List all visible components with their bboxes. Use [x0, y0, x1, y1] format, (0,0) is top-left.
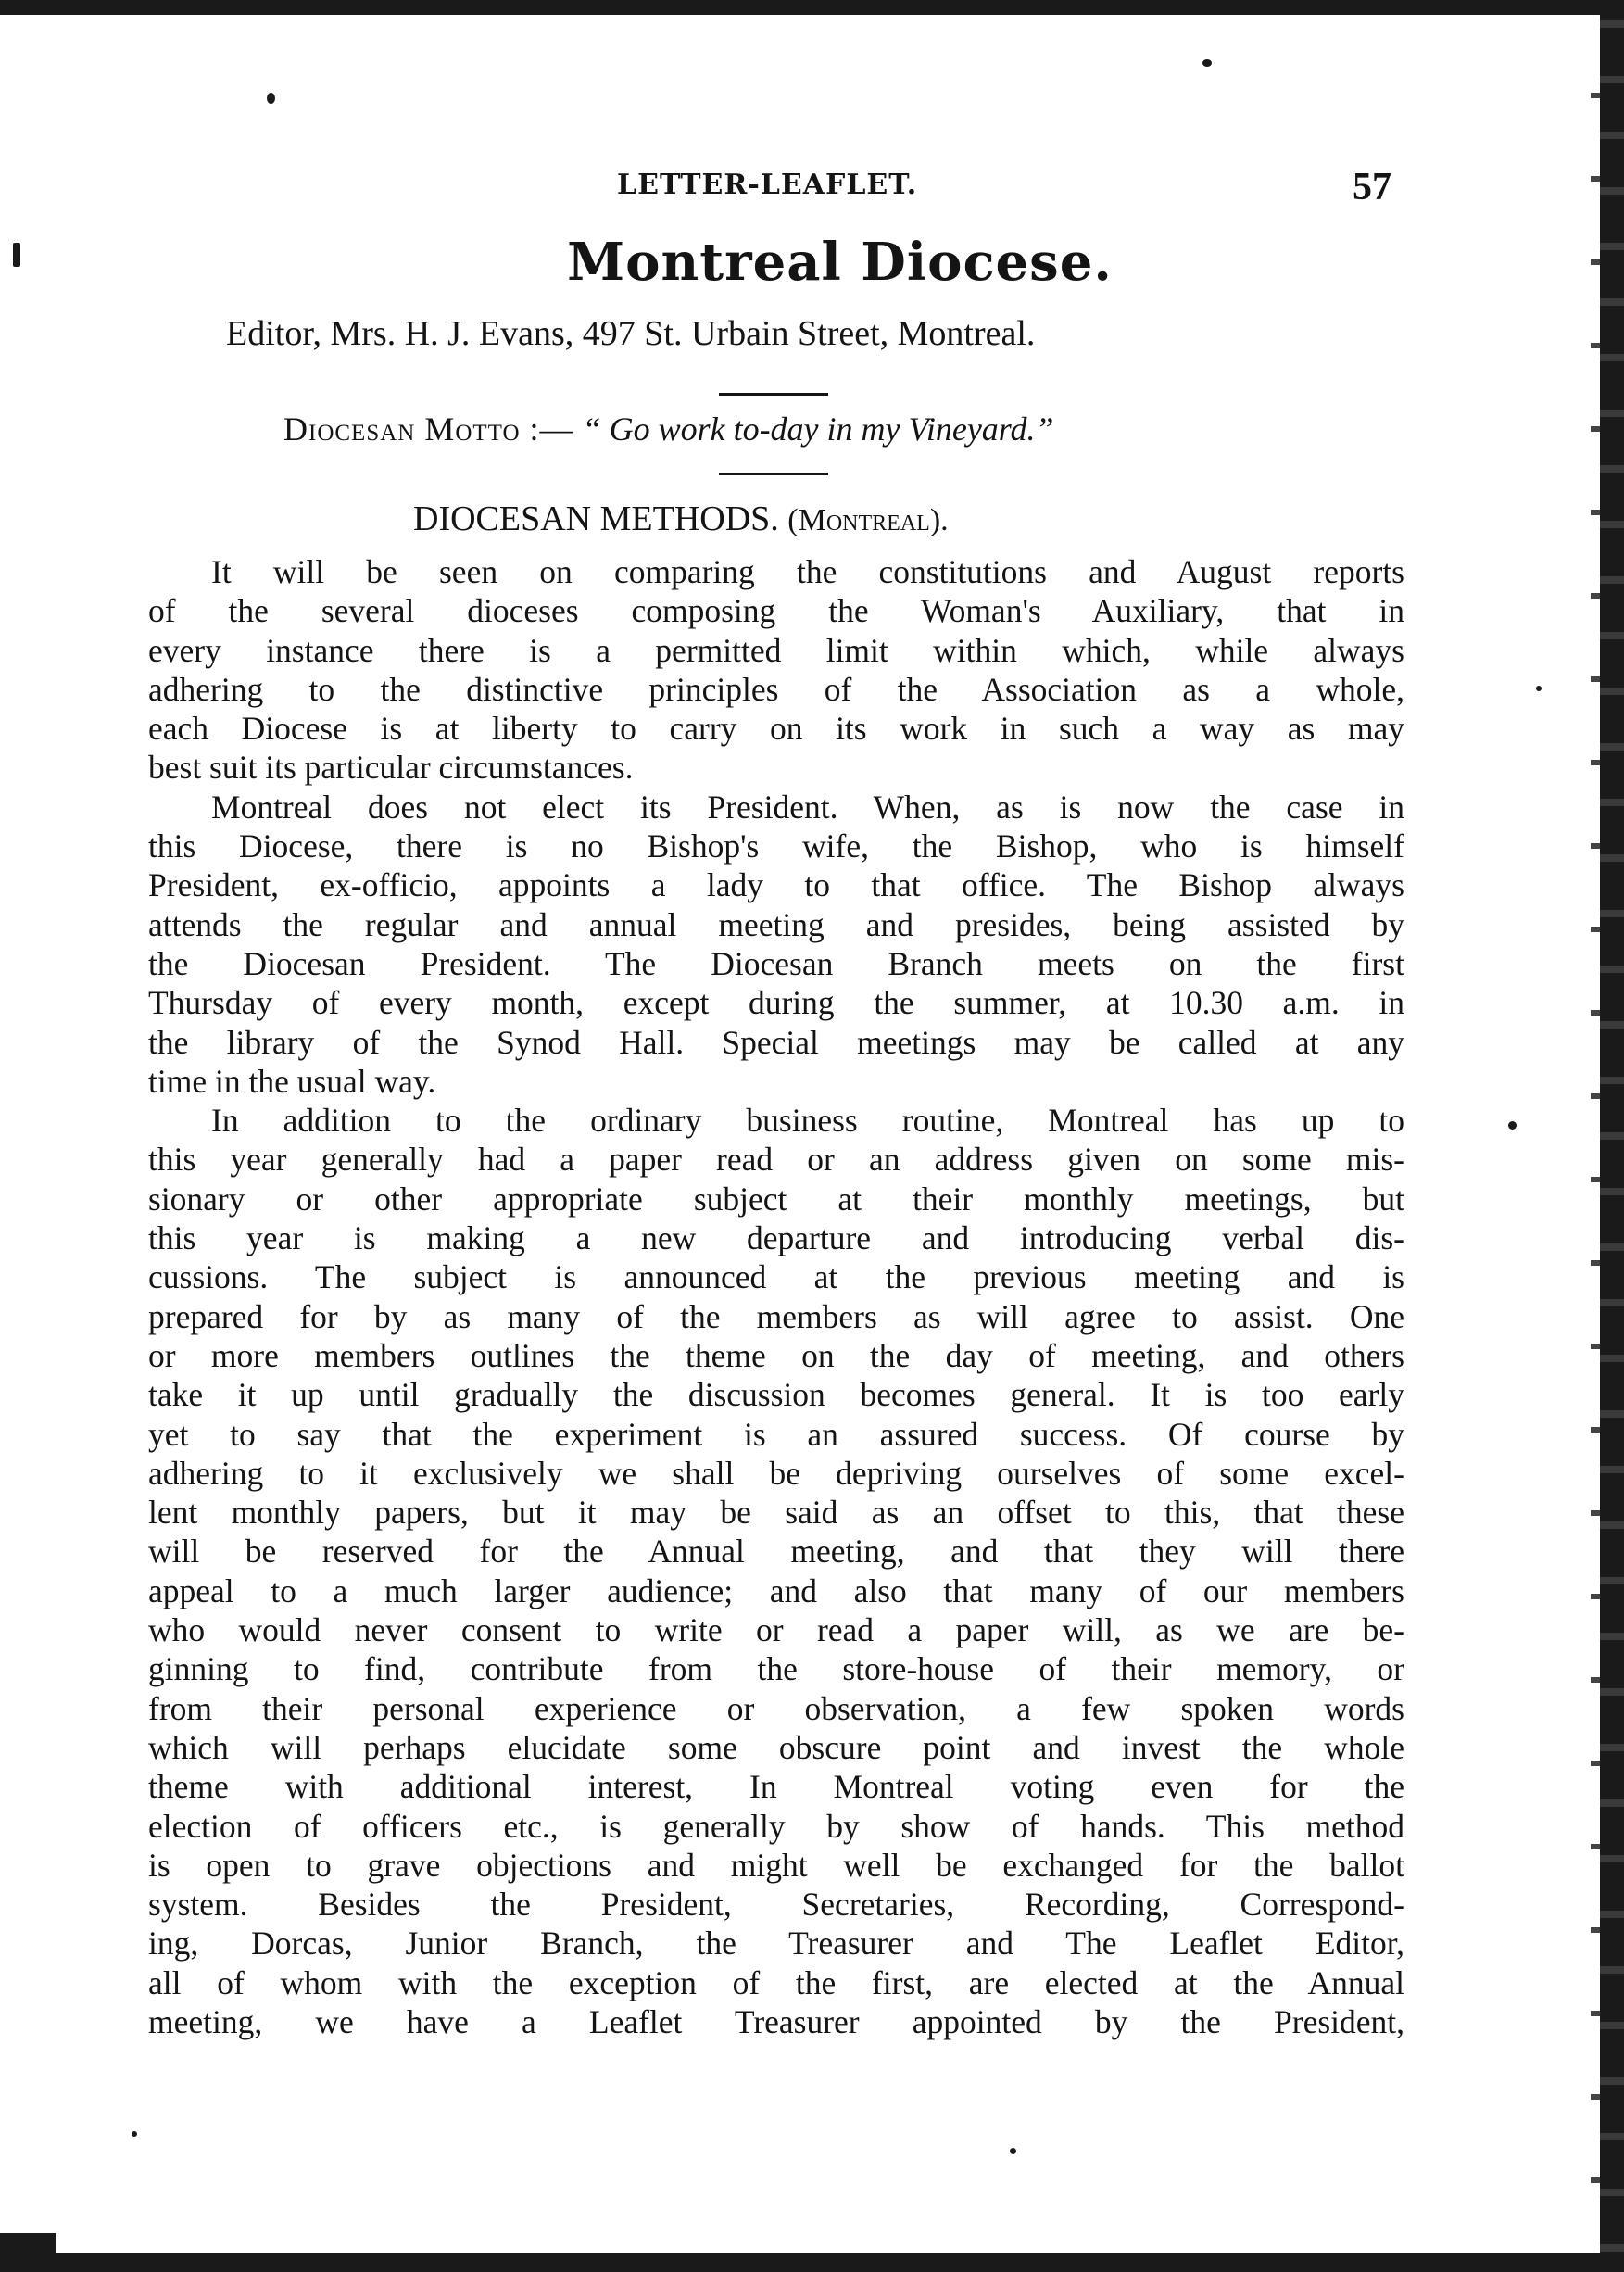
body-line: lent monthly papers, but it may be said as an offset to this, that these	[148, 1494, 1404, 1532]
body-line: or more members outlines the theme on the day of meeting, and others	[148, 1336, 1404, 1374]
body-line: is open to grave objections and might well be exchanged for the ballot	[148, 1846, 1404, 1884]
body-line: time in the usual way.	[148, 1062, 436, 1100]
body-line: every instance there is a permitted limit within which, while always	[148, 631, 1404, 669]
article-body	[148, 552, 1404, 2041]
body-line: which will perhaps elucidate some obscure point and invest the whole	[148, 1728, 1404, 1766]
body-line: of the several dioceses composing the Woman's Auxiliary, that in	[148, 592, 1404, 630]
body-line: ing, Dorcas, Junior Branch, the Treasurer and The Leaflet Editor,	[148, 1925, 1404, 1963]
scan-right-edge-shadow	[1591, 56, 1600, 2242]
body-line: President, ex-officio, appoints a lady to that office. The Bishop always	[148, 866, 1404, 904]
motto-label: Diocesan Motto :—	[283, 410, 574, 448]
body-line: election of officers etc., is generally by show of hands. This method	[148, 1807, 1404, 1845]
body-line: Thursday of every month, except during the summer, at 10.30 a.m. in	[148, 984, 1404, 1022]
body-line: In addition to the ordinary business routine, Montreal has up to	[211, 1102, 1404, 1140]
methods-heading-title: DIOCESAN METHODS.	[413, 499, 779, 538]
body-line: Montreal does not elect its President. When, as is now the case in	[211, 788, 1404, 826]
body-line: the Diocesan President. The Diocesan Branch meets on the first	[148, 944, 1404, 982]
body-line: appeal to a much larger audience; and also that many of our members	[148, 1571, 1404, 1609]
body-line: adhering to it exclusively we shall be depriving ourselves of some excel-	[148, 1454, 1404, 1492]
motto-quote: “ Go work to-day in my Vineyard.”	[582, 410, 1054, 448]
methods-heading-place: (Montreal).	[787, 503, 949, 537]
body-line: best suit its particular circumstances.	[148, 749, 634, 787]
divider-rule-top	[719, 393, 828, 396]
scan-right-edge	[1600, 0, 1624, 2272]
page-number: 57	[1353, 166, 1391, 208]
body-line: each Diocese is at liberty to carry on its work in such a way as may	[148, 710, 1404, 748]
body-line: It will be seen on comparing the constitutions and August reports	[211, 553, 1404, 590]
body-line: system. Besides the President, Secretaries, Recording, Correspond-	[148, 1886, 1404, 1924]
body-line: who would never consent to write or read a paper will, as we are be-	[148, 1611, 1404, 1649]
body-line: take it up until gradually the discussion becomes general. It is too early	[148, 1376, 1404, 1414]
section-title: Montreal Diocese.	[567, 232, 1113, 293]
scan-left-edge	[0, 2233, 56, 2272]
body-line: meeting, we have a Leaflet Treasurer appointed by the President,	[148, 2002, 1404, 2040]
running-head	[148, 165, 1408, 221]
body-line: this year is making a new departure and introducing verbal dis-	[148, 1219, 1404, 1257]
body-line: this year generally had a paper read or an address given on some mis-	[148, 1141, 1404, 1179]
body-line: the library of the Synod Hall. Special meetings may be called at any	[148, 1023, 1404, 1061]
scan-bottom-edge	[0, 2253, 1624, 2272]
body-line: ginning to find, contribute from the store-house of their memory, or	[148, 1650, 1404, 1688]
methods-heading	[413, 499, 1247, 539]
diocesan-motto	[283, 410, 1395, 448]
body-line: theme with additional interest, In Montreal voting even for the	[148, 1768, 1404, 1806]
body-line: cussions. The subject is announced at the previous meeting and is	[148, 1258, 1404, 1296]
body-line: all of whom with the exception of the first, are elected at the Annual	[148, 1963, 1404, 2001]
body-line: sionary or other appropriate subject at their monthly meetings, but	[148, 1180, 1404, 1218]
divider-rule-bottom	[719, 473, 828, 475]
body-line: from their personal experience or observation, a few spoken words	[148, 1689, 1404, 1727]
running-title: LETTER-LEAFLET.	[617, 169, 918, 201]
scan-top-edge	[0, 0, 1624, 15]
body-line: attends the regular and annual meeting and presides, being assisted by	[148, 905, 1404, 943]
body-line: yet to say that the experiment is an assured success. Of course by	[148, 1415, 1404, 1453]
body-line: this Diocese, there is no Bishop's wife, the Bishop, who is himself	[148, 827, 1404, 865]
body-line: adhering to the distinctive principles of the Association as a whole,	[148, 670, 1404, 708]
body-line: prepared for by as many of the members as will agree to assist. One	[148, 1297, 1404, 1335]
body-line: will be reserved for the Annual meeting, and that they will there	[148, 1533, 1404, 1571]
editor-line: Editor, Mrs. H. J. Evans, 497 St. Urbain Street, Montreal.	[226, 314, 1036, 353]
